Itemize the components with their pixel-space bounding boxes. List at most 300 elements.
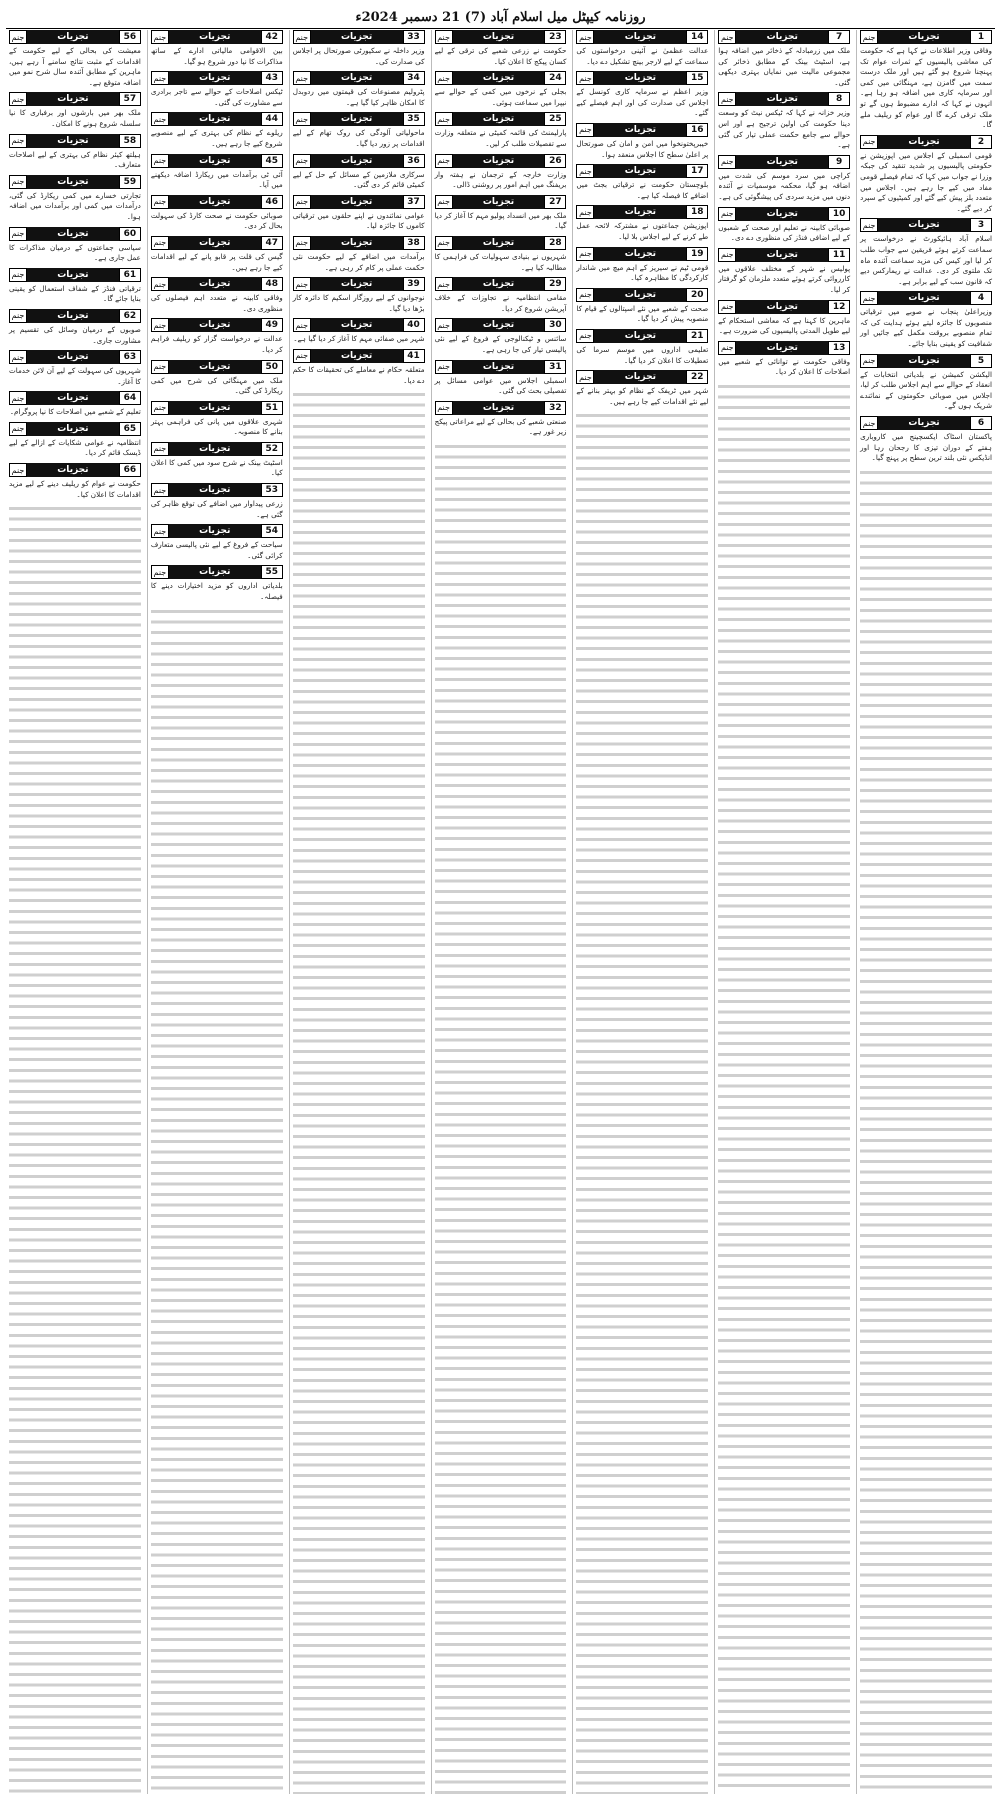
entry-body-text: حکومت نے عوام کو ریلیف دینے کے لیے مزید اقدامات کا اعلان کیا۔ (8, 479, 141, 499)
entry-section-label: تجزیات (311, 236, 403, 250)
entry-tag: جنم (151, 483, 169, 497)
entry-header-bar (435, 30, 567, 44)
entry-section-label: تجزیات (594, 164, 686, 178)
entry-body-text: ملک میں زرمبادلہ کے ذخائر میں اضافہ ہوا ہے، اسٹیٹ بینک کے مطابق ذخائر کی مجموعی مالیت میں نمایاں بہتری دیکھی گئی۔ (718, 46, 851, 87)
entry-header-bar (293, 277, 425, 291)
entry-section-label: تجزیات (453, 360, 545, 374)
news-entry (576, 123, 708, 160)
entry-section-label: تجزیات (736, 92, 828, 106)
news-entry (576, 30, 708, 67)
entry-header-bar (9, 175, 141, 189)
entry-number: 58 (119, 134, 141, 148)
entry-body-text: نوجوانوں کے لیے روزگار اسکیم کا دائرہ کار بڑھا دیا گیا۔ (292, 293, 425, 313)
entry-body-text: گیس کی قلت پر قابو پانے کے لیے اقدامات کیے جا رہے ہیں۔ (150, 251, 283, 272)
entry-body-text: معیشت کی بحالی کے لیے حکومت کے اقدامات کے مثبت نتائج سامنے آ رہے ہیں، ماہرین کے مطابق آئندہ سال شرح نمو میں اضافہ متوقع ہے۔ (8, 46, 141, 87)
entry-section-label: تجزیات (453, 154, 545, 168)
entry-tag: جنم (435, 71, 453, 85)
entry-section-label: تجزیات (27, 227, 119, 241)
entry-header-bar (860, 218, 992, 232)
entry-number: 33 (403, 30, 425, 44)
entry-tag: جنم (576, 164, 594, 178)
entry-section-label: تجزیات (736, 300, 828, 314)
entry-tag: جنم (151, 401, 169, 415)
entry-number: 7 (828, 30, 850, 44)
entry-header-bar (576, 123, 708, 137)
entry-number: 56 (119, 30, 141, 44)
entry-header-bar (151, 565, 283, 579)
entry-header-bar (435, 236, 567, 250)
entry-number: 3 (970, 218, 992, 232)
entry-tag: جنم (151, 360, 169, 374)
news-entry (435, 71, 567, 108)
entry-number: 45 (261, 154, 283, 168)
news-entry (435, 360, 567, 397)
entry-body-text: سرکاری ملازمین کے مسائل کے حل کے لیے کمیٹی قائم کر دی گئی۔ (292, 169, 425, 190)
news-entry (151, 30, 283, 67)
entry-tag: جنم (435, 401, 453, 415)
news-entry (860, 218, 992, 287)
entry-header-bar (151, 71, 283, 85)
news-column (431, 30, 570, 1794)
news-entry (718, 207, 850, 244)
entry-body-text: صوبوں کے درمیان وسائل کی تقسیم پر مشاورت جاری۔ (8, 324, 141, 345)
entry-tag: جنم (151, 442, 169, 456)
entry-tag: جنم (576, 329, 594, 343)
news-entry (9, 350, 141, 387)
news-entry (9, 391, 141, 418)
entry-body-text: قومی اسمبلی کے اجلاس میں اپوزیشن نے حکومتی پالیسیوں پر شدید تنقید کی جبکہ وزرا نے جواب میں کہا کہ تمام فیصلے قومی مفاد میں کیے جا رہے ہیں۔ اجلاس میں متعدد بلز پیش کیے گئے اور کمیٹیوں کے سپرد کر دیے گئے۔ (860, 150, 992, 213)
entry-body-text: ماہرین کا کہنا ہے کہ معاشی استحکام کے لیے طویل المدتی پالیسیوں کی ضرورت ہے۔ (718, 315, 851, 336)
entry-number: 63 (119, 350, 141, 364)
entry-section-label: تجزیات (594, 370, 686, 384)
entry-number: 65 (119, 422, 141, 436)
entry-section-label: تجزیات (453, 277, 545, 291)
news-entry (151, 318, 283, 355)
news-entry (151, 483, 283, 520)
entry-tag: جنم (9, 268, 27, 282)
entry-number: 39 (403, 277, 425, 291)
entry-body-text: خیبرپختونخوا میں امن و امان کی صورتحال پر اعلیٰ سطح کا اجلاس منعقد ہوا۔ (576, 138, 709, 159)
news-entry (293, 277, 425, 314)
entry-section-label: تجزیات (878, 30, 970, 44)
entry-section-label: تجزیات (169, 71, 261, 85)
entry-number: 66 (119, 463, 141, 477)
news-entry (718, 248, 850, 296)
entry-section-label: تجزیات (878, 354, 970, 368)
entry-number: 2 (970, 135, 992, 149)
entry-header-bar (151, 154, 283, 168)
entry-number: 51 (261, 401, 283, 415)
entry-header-bar (860, 354, 992, 368)
entry-number: 61 (119, 268, 141, 282)
entry-number: 12 (828, 300, 850, 314)
entry-number: 55 (261, 565, 283, 579)
entry-section-label: تجزیات (169, 565, 261, 579)
entry-header-bar (860, 135, 992, 149)
news-entry (293, 154, 425, 191)
entry-number: 13 (828, 341, 850, 355)
entry-body-text: تجارتی خسارے میں کمی ریکارڈ کی گئی، درآمدات میں کمی اور برآمدات میں اضافہ ہوا۔ (8, 190, 141, 221)
entry-body-text: سیاسی جماعتوں کے درمیان مذاکرات کا عمل جاری ہے۔ (8, 242, 141, 263)
entry-tag: جنم (718, 92, 736, 106)
entry-number: 24 (544, 71, 566, 85)
entry-body-text: الیکشن کمیشن نے بلدیاتی انتخابات کے انعقاد کے حوالے سے اہم اجلاس طلب کر لیا، اجلاس میں صوبائی حکومتوں کے نمائندے شریک ہوں گے۔ (860, 369, 992, 411)
entry-body-text: وزیر داخلہ نے سکیورٹی صورتحال پر اجلاس کی صدارت کی۔ (292, 46, 425, 66)
entry-header-bar (151, 401, 283, 415)
entry-header-bar (435, 360, 567, 374)
entry-section-label: تجزیات (169, 112, 261, 126)
news-entry (151, 236, 283, 273)
entry-section-label: تجزیات (169, 360, 261, 374)
entry-tag: جنم (151, 71, 169, 85)
entry-number: 32 (544, 401, 566, 415)
news-entry (860, 354, 992, 412)
entry-section-label: تجزیات (169, 154, 261, 168)
entry-body-text: ملک بھر میں بارشوں اور برفباری کا نیا سلسلہ شروع ہونے کا امکان۔ (8, 108, 141, 128)
entry-body-text: حکومت نے زرعی شعبے کی ترقی کے لیے کسان پیکج کا اعلان کیا۔ (434, 46, 567, 66)
entry-tag: جنم (435, 360, 453, 374)
entry-number: 44 (261, 112, 283, 126)
entry-tag: جنم (435, 318, 453, 332)
entry-body-text: وزارت خارجہ کے ترجمان نے ہفتہ وار بریفنگ میں اہم امور پر روشنی ڈالی۔ (434, 169, 567, 190)
entry-header-bar (9, 422, 141, 436)
entry-tag: جنم (9, 30, 27, 44)
entry-body-text: بلوچستان حکومت نے ترقیاتی بجٹ میں اضافے کا فیصلہ کیا ہے۔ (576, 180, 709, 200)
entry-section-label: تجزیات (736, 30, 828, 44)
entry-body-text: شہریوں نے بنیادی سہولیات کی فراہمی کا مطالبہ کیا ہے۔ (434, 251, 567, 272)
news-entry (435, 195, 567, 232)
entry-tag: جنم (9, 227, 27, 241)
entry-section-label: تجزیات (311, 277, 403, 291)
text-lines-filler (718, 382, 850, 1794)
news-entry (718, 92, 850, 150)
entry-tag: جنم (435, 112, 453, 126)
entry-header-bar (576, 164, 708, 178)
news-entry (151, 360, 283, 397)
entry-header-bar (151, 195, 283, 209)
news-entry (293, 349, 425, 386)
entry-section-label: تجزیات (878, 218, 970, 232)
entry-number: 36 (403, 154, 425, 168)
entry-section-label: تجزیات (594, 123, 686, 137)
entry-body-text: عدالت نے درخواست گزار کو ریلیف فراہم کر دیا۔ (150, 334, 283, 354)
entry-section-label: تجزیات (27, 134, 119, 148)
entry-tag: جنم (718, 155, 736, 169)
entry-number: 34 (403, 71, 425, 85)
entry-body-text: سیاحت کے فروغ کے لیے نئی پالیسی متعارف کرائی گئی۔ (150, 540, 283, 560)
entry-section-label: تجزیات (169, 236, 261, 250)
entry-number: 62 (119, 309, 141, 323)
news-entry (435, 236, 567, 273)
entry-section-label: تجزیات (311, 318, 403, 332)
entry-number: 30 (544, 318, 566, 332)
entry-section-label: تجزیات (311, 112, 403, 126)
text-lines-filler (435, 442, 567, 1794)
entry-section-label: تجزیات (27, 391, 119, 405)
entry-tag: جنم (293, 349, 311, 363)
entry-tag: جنم (860, 30, 878, 44)
entry-section-label: تجزیات (453, 30, 545, 44)
entry-header-bar (293, 112, 425, 126)
entry-body-text: زرعی پیداوار میں اضافے کی توقع ظاہر کی گئی ہے۔ (150, 499, 283, 519)
entry-header-bar (9, 134, 141, 148)
entry-tag: جنم (718, 341, 736, 355)
entry-tag: جنم (293, 277, 311, 291)
entry-body-text: ٹیکس اصلاحات کے حوالے سے تاجر برادری سے مشاورت کی گئی۔ (150, 87, 283, 107)
entry-header-bar (435, 112, 567, 126)
entry-number: 22 (686, 370, 708, 384)
entry-body-text: ماحولیاتی آلودگی کی روک تھام کے لیے اقدامات پر زور دیا گیا۔ (292, 128, 425, 148)
entry-tag: جنم (293, 318, 311, 332)
entry-number: 16 (686, 123, 708, 137)
entry-header-bar (435, 318, 567, 332)
entry-section-label: تجزیات (169, 483, 261, 497)
entry-section-label: تجزیات (453, 401, 545, 415)
entry-header-bar (435, 154, 567, 168)
entry-header-bar (718, 207, 850, 221)
entry-number: 17 (686, 164, 708, 178)
entry-tag: جنم (151, 277, 169, 291)
entry-section-label: تجزیات (169, 277, 261, 291)
entry-header-bar (293, 30, 425, 44)
entry-body-text: اپوزیشن جماعتوں نے مشترکہ لائحہ عمل طے کرنے کے لیے اجلاس بلا لیا۔ (576, 221, 709, 241)
entry-tag: جنم (9, 422, 27, 436)
entry-header-bar (9, 391, 141, 405)
entry-body-text: تعلیمی اداروں میں موسم سرما کی تعطیلات کا اعلان کر دیا گیا۔ (576, 344, 709, 365)
news-column (147, 30, 286, 1794)
entry-header-bar (718, 155, 850, 169)
entry-tag: جنم (151, 30, 169, 44)
entry-header-bar (151, 277, 283, 291)
news-entry (576, 164, 708, 201)
masthead: روزنامہ کیپٹل میل اسلام آباد (7) 21 دسمبر 2024ء (6, 6, 995, 29)
entry-number: 41 (403, 349, 425, 363)
text-lines-filler (151, 607, 283, 1794)
entry-header-bar (576, 247, 708, 261)
entry-body-text: وفاقی حکومت نے توانائی کے شعبے میں اصلاحات کا اعلان کر دیا۔ (718, 356, 851, 377)
entry-tag: جنم (151, 195, 169, 209)
news-entry (9, 422, 141, 459)
entry-header-bar (435, 277, 567, 291)
entry-section-label: تجزیات (311, 30, 403, 44)
entry-body-text: پولیس نے شہر کے مختلف علاقوں میں کارروائی کرتے ہوئے متعدد ملزمان کو گرفتار کر لیا۔ (718, 263, 851, 294)
entry-section-label: تجزیات (736, 155, 828, 169)
entry-header-bar (576, 370, 708, 384)
entry-tag: جنم (718, 30, 736, 44)
news-entry (576, 329, 708, 366)
entry-header-bar (151, 360, 283, 374)
entry-section-label: تجزیات (27, 463, 119, 477)
entry-tag: جنم (293, 30, 311, 44)
entry-body-text: بلدیاتی اداروں کو مزید اختیارات دینے کا فیصلہ۔ (150, 581, 283, 602)
entry-header-bar (151, 236, 283, 250)
news-entry (151, 71, 283, 108)
entry-tag: جنم (9, 309, 27, 323)
news-column (572, 30, 711, 1794)
entry-tag: جنم (435, 236, 453, 250)
news-entry (151, 195, 283, 232)
entry-number: 59 (119, 175, 141, 189)
entry-section-label: تجزیات (453, 112, 545, 126)
news-entry (151, 565, 283, 602)
entry-section-label: تجزیات (594, 329, 686, 343)
news-entry (293, 195, 425, 232)
entry-body-text: کراچی میں سرد موسم کی شدت میں اضافہ ہو گیا، محکمہ موسمیات نے آئندہ دنوں میں مزید سردی کی پیشگوئی کی ہے۔ (718, 170, 851, 201)
entry-section-label: تجزیات (27, 422, 119, 436)
entry-number: 53 (261, 483, 283, 497)
entry-number: 52 (261, 442, 283, 456)
entry-body-text: وزیر خزانہ نے کہا کہ ٹیکس نیٹ کو وسعت دینا حکومت کی اولین ترجیح ہے اور اس حوالے سے جامع حکمت عملی تیار کی گئی ہے۔ (718, 108, 851, 150)
entry-header-bar (9, 92, 141, 106)
text-lines-filler (860, 468, 992, 1794)
news-entry (718, 300, 850, 337)
entry-header-bar (151, 483, 283, 497)
entry-header-bar (718, 341, 850, 355)
entry-number: 64 (119, 391, 141, 405)
entry-number: 1 (970, 30, 992, 44)
news-entry (860, 291, 992, 349)
entry-tag: جنم (151, 112, 169, 126)
entry-number: 8 (828, 92, 850, 106)
news-entry (9, 175, 141, 223)
entry-header-bar (9, 268, 141, 282)
entry-header-bar (576, 329, 708, 343)
news-column (289, 30, 428, 1794)
entry-tag: جنم (860, 218, 878, 232)
entry-number: 19 (686, 247, 708, 261)
news-entry (435, 112, 567, 149)
entry-tag: جنم (151, 154, 169, 168)
news-entry (860, 416, 992, 464)
text-lines-filler (9, 504, 141, 1794)
entry-header-bar (151, 112, 283, 126)
entry-body-text: ہیلتھ کیئر نظام کی بہتری کے لیے اصلاحات متعارف۔ (8, 149, 141, 170)
news-entry (9, 134, 141, 171)
entry-section-label: تجزیات (594, 288, 686, 302)
entry-tag: جنم (9, 463, 27, 477)
entry-number: 11 (828, 248, 850, 262)
entry-tag: جنم (293, 112, 311, 126)
entry-tag: جنم (576, 247, 594, 261)
entry-tag: جنم (718, 248, 736, 262)
news-entry (435, 401, 567, 438)
entry-section-label: تجزیات (311, 349, 403, 363)
entry-header-bar (151, 30, 283, 44)
entry-tag: جنم (293, 236, 311, 250)
entry-section-label: تجزیات (594, 205, 686, 219)
entry-body-text: ملک میں مہنگائی کی شرح میں کمی ریکارڈ کی گئی۔ (150, 375, 283, 396)
entry-header-bar (860, 291, 992, 305)
entry-header-bar (718, 92, 850, 106)
entry-number: 49 (261, 318, 283, 332)
entry-number: 28 (544, 236, 566, 250)
columns-container (6, 30, 995, 1794)
entry-header-bar (435, 401, 567, 415)
entry-header-bar (293, 154, 425, 168)
entry-header-bar (9, 350, 141, 364)
entry-header-bar (293, 349, 425, 363)
entry-header-bar (293, 195, 425, 209)
entry-section-label: تجزیات (736, 248, 828, 262)
entry-tag: جنم (576, 205, 594, 219)
news-entry (293, 112, 425, 149)
entry-header-bar (293, 236, 425, 250)
entry-body-text: وفاقی کابینہ نے متعدد اہم فیصلوں کی منظوری دی۔ (150, 293, 283, 313)
news-entry (9, 92, 141, 129)
entry-body-text: آئی ٹی برآمدات میں ریکارڈ اضافہ دیکھنے میں آیا۔ (150, 169, 283, 190)
news-entry (9, 227, 141, 264)
entry-header-bar (435, 71, 567, 85)
news-entry (718, 30, 850, 88)
entry-header-bar (860, 30, 992, 44)
entry-header-bar (293, 318, 425, 332)
news-entry (435, 318, 567, 355)
entry-header-bar (435, 195, 567, 209)
entry-number: 18 (686, 205, 708, 219)
entry-tag: جنم (9, 350, 27, 364)
entry-body-text: سائنس و ٹیکنالوجی کے فروغ کے لیے نئی پالیسی تیار کی جا رہی ہے۔ (434, 334, 567, 354)
entry-tag: جنم (151, 318, 169, 332)
entry-tag: جنم (576, 71, 594, 85)
entry-body-text: شہری علاقوں میں پانی کی فراہمی بہتر بنانے کا منصوبہ۔ (150, 416, 283, 437)
news-entry (576, 370, 708, 407)
entry-tag: جنم (9, 391, 27, 405)
news-entry (860, 135, 992, 215)
entry-header-bar (576, 30, 708, 44)
entry-number: 27 (544, 195, 566, 209)
entry-header-bar (151, 318, 283, 332)
entry-section-label: تجزیات (878, 291, 970, 305)
news-entry (151, 154, 283, 191)
news-entry (9, 30, 141, 88)
news-entry (576, 288, 708, 325)
news-entry (860, 30, 992, 131)
entry-tag: جنم (293, 195, 311, 209)
entry-tag: جنم (9, 175, 27, 189)
entry-number: 38 (403, 236, 425, 250)
news-entry (435, 30, 567, 67)
entry-tag: جنم (435, 30, 453, 44)
text-lines-filler (293, 390, 425, 1794)
entry-tag: جنم (860, 416, 878, 430)
entry-number: 42 (261, 30, 283, 44)
news-entry (9, 463, 141, 500)
entry-number: 6 (970, 416, 992, 430)
entry-tag: جنم (860, 354, 878, 368)
entry-number: 37 (403, 195, 425, 209)
entry-body-text: اسمبلی اجلاس میں عوامی مسائل پر تفصیلی بحث کی گئی۔ (434, 375, 567, 396)
entry-header-bar (576, 205, 708, 219)
entry-section-label: تجزیات (736, 341, 828, 355)
entry-tag: جنم (435, 154, 453, 168)
entry-number: 46 (261, 195, 283, 209)
entry-number: 29 (544, 277, 566, 291)
entry-body-text: صوبائی حکومت نے صحت کارڈ کی سہولت بحال کر دی۔ (150, 210, 283, 231)
entry-section-label: تجزیات (453, 236, 545, 250)
entry-header-bar (151, 524, 283, 538)
entry-section-label: تجزیات (878, 416, 970, 430)
entry-tag: جنم (576, 288, 594, 302)
entry-section-label: تجزیات (594, 247, 686, 261)
entry-section-label: تجزیات (311, 71, 403, 85)
entry-body-text: پاکستان اسٹاک ایکسچینج میں کاروباری ہفتے کے دوران تیزی کا رجحان رہا اور انڈیکس نئی بلند ترین سطح پر پہنچ گیا۔ (860, 432, 992, 463)
entry-section-label: تجزیات (453, 71, 545, 85)
entry-body-text: ریلوے کے نظام کی بہتری کے لیے منصوبے شروع کیے جا رہے ہیں۔ (150, 128, 283, 148)
entry-tag: جنم (435, 195, 453, 209)
entry-body-text: وزیراعلیٰ پنجاب نے صوبے میں ترقیاتی منصوبوں کا جائزہ لیتے ہوئے ہدایت کی کہ تمام منصوبے بروقت مکمل کیے جائیں اور شفافیت کو یقینی بنایا جائے۔ (860, 307, 992, 349)
entry-header-bar (718, 300, 850, 314)
entry-number: 43 (261, 71, 283, 85)
